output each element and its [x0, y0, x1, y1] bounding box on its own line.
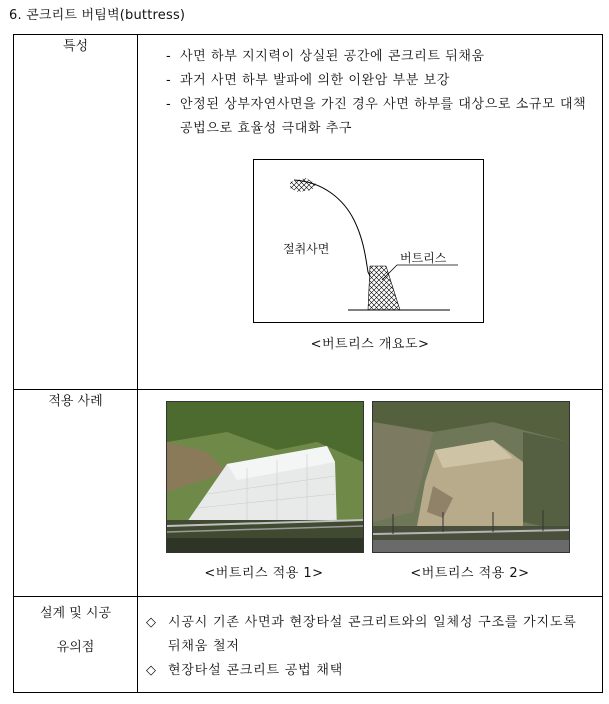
cases-content [138, 390, 603, 597]
slope-line [294, 180, 370, 276]
notes-content [138, 597, 603, 693]
buttress-info-table [13, 34, 603, 693]
leader-line [382, 265, 458, 280]
label-characteristics: 특성 [14, 35, 138, 390]
label-cases: 적용 사례 [14, 390, 138, 597]
characteristics-list [138, 35, 602, 141]
characteristics-content [138, 35, 603, 390]
row-notes [14, 597, 603, 693]
list-item [146, 611, 590, 659]
row-cases [14, 390, 603, 597]
label-notes-line1: 설계 및 시공 [39, 606, 112, 621]
ground-hatch [290, 178, 316, 192]
slope-label: 절취사면 [283, 242, 330, 256]
diamond-bullet-icon: ◇ [146, 663, 157, 678]
buttress-diagram [253, 159, 484, 323]
case-photo-2 [372, 401, 570, 553]
notes-list [138, 597, 602, 683]
label-notes [14, 597, 138, 693]
list-item: - 사면 하부 지지력이 상실된 공간에 콘크리트 뒤채움 [166, 45, 590, 69]
case-photo-1 [166, 401, 364, 553]
note-text: 시공시 기존 사면과 현장타설 콘크리트와의 일체성 구조를 가지도록 뒤채움 철저 [168, 615, 577, 654]
photo-2-caption: <버트리스 적용 2> [410, 566, 530, 581]
diagram-caption: <버트리스 개요도> [310, 337, 430, 352]
list-item: - 과거 사면 하부 발파에 의한 이완암 부분 보강 [166, 69, 590, 93]
note-text: 현장타설 콘크리트 공법 채택 [168, 663, 344, 678]
label-notes-line2: 유의점 [56, 640, 95, 655]
list-item: - 안정된 상부자연사면을 가진 경우 사면 하부를 대상으로 소규모 대책 공법으로 효율성 극대화 추구 [166, 93, 590, 141]
photo-1-caption: <버트리스 적용 1> [204, 566, 324, 581]
buttress-label: 버트리스 [400, 251, 447, 265]
row-characteristics [14, 35, 603, 390]
section-heading: 6. 콘크리트 버팀벽(buttress) [9, 8, 186, 23]
buttress-shape [368, 266, 400, 310]
diamond-bullet-icon: ◇ [146, 615, 157, 630]
list-item [146, 659, 590, 683]
